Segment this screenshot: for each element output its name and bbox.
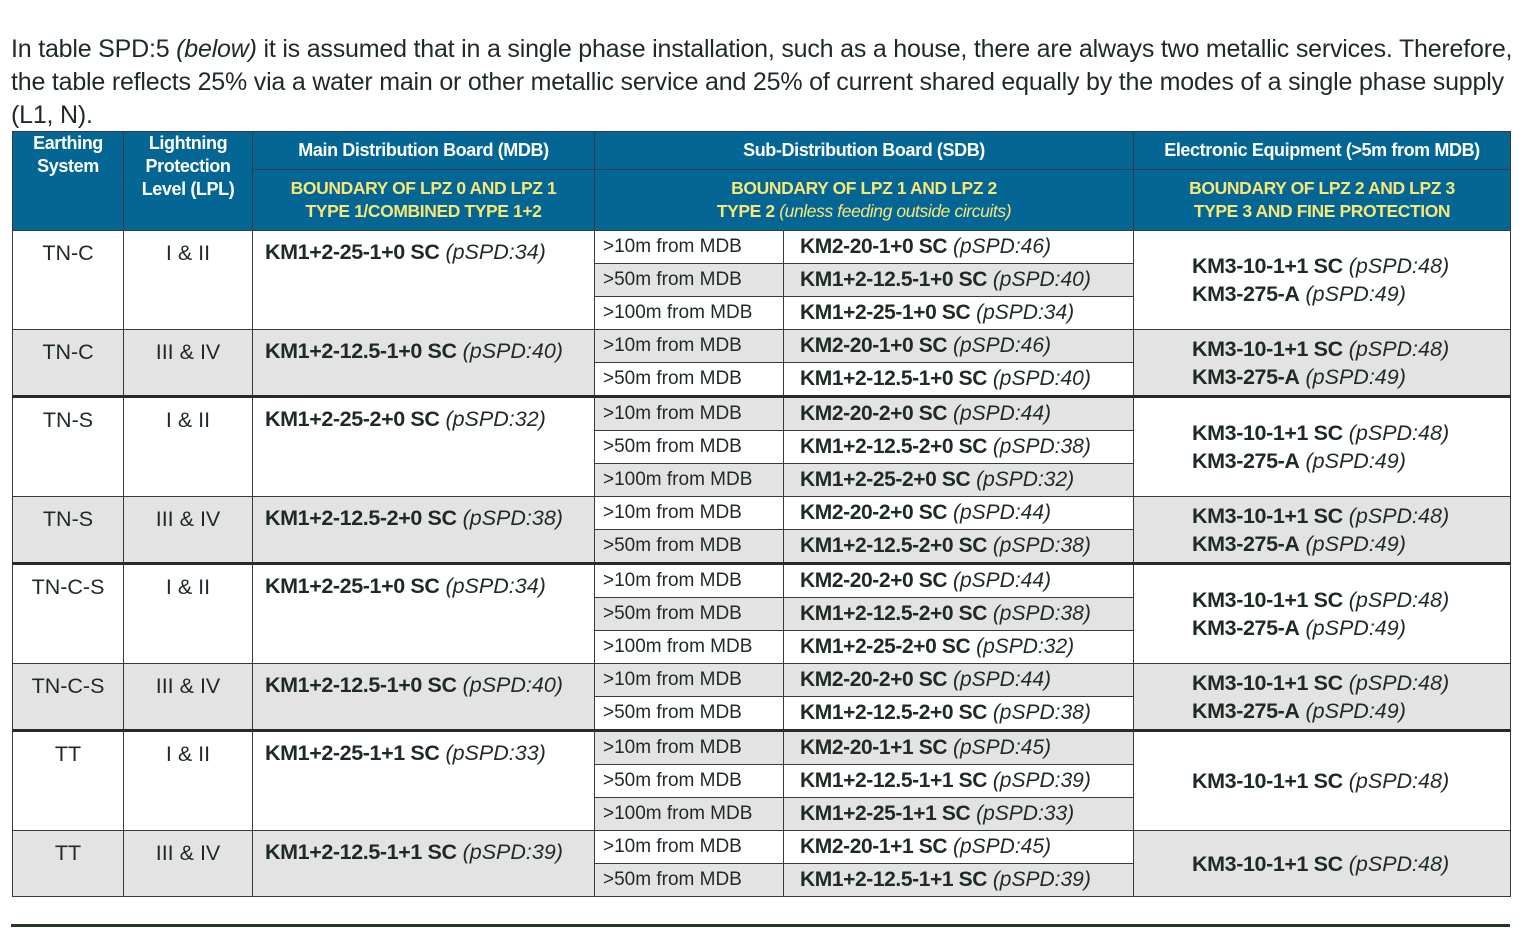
distance-cell: >50m from MDB (595, 363, 784, 397)
distance-cell: >10m from MDB (595, 664, 784, 697)
ee-cell (1134, 231, 1511, 330)
ee-cell (1134, 330, 1511, 397)
sdb-cell: KM1+2-12.5-1+1 SC (pSPD:39) (784, 765, 1134, 798)
sdb-cell: KM1+2-25-2+0 SC (pSPD:32) (784, 464, 1134, 497)
table-row (13, 664, 1511, 697)
subheader-mdb: BOUNDARY OF LPZ 0 AND LPZ 1 TYPE 1/COMBINED TYPE 1+2 (253, 170, 595, 231)
ee-product: KM3-275-A (pSPD:49) (1192, 449, 1406, 473)
distance-cell: >50m from MDB (595, 264, 784, 297)
ee-cell (1134, 731, 1511, 831)
ee-product: KM3-10-1+1 SC (pSPD:48) (1192, 588, 1450, 612)
table-row (13, 497, 1511, 530)
table-row (13, 831, 1511, 864)
distance-cell: >10m from MDB (595, 397, 784, 431)
mdb-cell: KM1+2-12.5-1+0 SC (pSPD:40) (253, 664, 595, 731)
mdb-cell: KM1+2-25-2+0 SC (pSPD:32) (253, 397, 595, 497)
table-row (13, 231, 1511, 264)
ee-product: KM3-10-1+1 SC (pSPD:48) (1192, 336, 1450, 361)
ee-cell (1134, 831, 1511, 897)
lpl-cell: I & II (124, 397, 253, 497)
lpl-cell: I & II (124, 564, 253, 664)
distance-cell: >10m from MDB (595, 330, 784, 363)
lpl-cell: III & IV (124, 497, 253, 564)
subheader-sdb: BOUNDARY OF LPZ 1 AND LPZ 2 TYPE 2 (unless feeding outside circuits) (595, 170, 1134, 231)
distance-cell: >100m from MDB (595, 297, 784, 330)
sdb-cell: KM2-20-2+0 SC (pSPD:44) (784, 564, 1134, 598)
distance-cell: >50m from MDB (595, 697, 784, 731)
sdb-cell: KM1+2-12.5-2+0 SC (pSPD:38) (784, 530, 1134, 564)
sdb-cell: KM1+2-12.5-1+1 SC (pSPD:39) (784, 864, 1134, 897)
header-lpl: Lightning Protection Level (LPL) (124, 132, 253, 231)
sdb-cell: KM2-20-2+0 SC (pSPD:44) (784, 497, 1134, 530)
intro-paragraph: In table SPD:5 (below) it is assumed that in a single phase installation, such as a house, there are always two metallic services. Therefore, the table reflects 25% via a water main or other metallic service and 25% of current shared equally by the modes of a single phase supply (L1, N). (11, 35, 1513, 129)
sdb-cell: KM1+2-12.5-2+0 SC (pSPD:38) (784, 431, 1134, 464)
distance-cell: >100m from MDB (595, 464, 784, 497)
sdb-cell: KM1+2-12.5-1+0 SC (pSPD:40) (784, 363, 1134, 397)
sdb-cell: KM2-20-2+0 SC (pSPD:44) (784, 397, 1134, 431)
sdb-cell: KM1+2-25-1+1 SC (pSPD:33) (784, 798, 1134, 831)
intro-italic: (below) (176, 35, 257, 63)
ee-product: KM3-10-1+1 SC (pSPD:48) (1192, 254, 1450, 278)
sdb-cell: KM2-20-1+0 SC (pSPD:46) (784, 231, 1134, 264)
lpl-cell: I & II (124, 231, 253, 330)
ee-product: KM3-10-1+1 SC (pSPD:48) (1192, 421, 1450, 445)
table-row (13, 330, 1511, 363)
ee-product: KM3-275-A (pSPD:49) (1192, 364, 1406, 389)
ee-product: KM3-275-A (pSPD:49) (1192, 698, 1406, 723)
ee-cell (1134, 497, 1511, 564)
distance-cell: >10m from MDB (595, 731, 784, 765)
sdb-cell: KM1+2-12.5-1+0 SC (pSPD:40) (784, 264, 1134, 297)
sdb-cell: KM1+2-12.5-2+0 SC (pSPD:38) (784, 598, 1134, 631)
table-row (13, 731, 1511, 765)
header-ee: Electronic Equipment (>5m from MDB) (1134, 132, 1511, 170)
ee-product: KM3-275-A (pSPD:49) (1192, 616, 1406, 640)
distance-cell: >100m from MDB (595, 798, 784, 831)
earthing-system-cell: TN-C-S (13, 664, 124, 731)
lpl-cell: III & IV (124, 330, 253, 397)
mdb-cell: KM1+2-12.5-1+0 SC (pSPD:40) (253, 330, 595, 397)
earthing-system-cell: TN-C-S (13, 564, 124, 664)
lpl-cell: III & IV (124, 664, 253, 731)
sdb-cell: KM1+2-12.5-2+0 SC (pSPD:38) (784, 697, 1134, 731)
ee-product: KM3-10-1+1 SC (pSPD:48) (1192, 503, 1450, 528)
sdb-cell: KM1+2-25-2+0 SC (pSPD:32) (784, 631, 1134, 664)
header-mdb: Main Distribution Board (MDB) (253, 132, 595, 170)
ee-product: KM3-275-A (pSPD:49) (1192, 282, 1406, 306)
earthing-system-cell: TN-S (13, 497, 124, 564)
distance-cell: >50m from MDB (595, 530, 784, 564)
distance-cell: >10m from MDB (595, 831, 784, 864)
sdb-cell: KM2-20-1+0 SC (pSPD:46) (784, 330, 1134, 363)
lpl-cell: III & IV (124, 831, 253, 897)
earthing-system-cell: TT (13, 831, 124, 897)
distance-cell: >10m from MDB (595, 564, 784, 598)
sdb-cell: KM1+2-25-1+0 SC (pSPD:34) (784, 297, 1134, 330)
ee-product: KM3-10-1+1 SC (pSPD:48) (1192, 851, 1450, 876)
sdb-cell: KM2-20-2+0 SC (pSPD:44) (784, 664, 1134, 697)
table-body (13, 231, 1511, 897)
ee-cell (1134, 664, 1511, 731)
bottom-divider (11, 924, 1510, 927)
earthing-system-cell: TT (13, 731, 124, 831)
mdb-cell: KM1+2-25-1+0 SC (pSPD:34) (253, 564, 595, 664)
header-sdb: Sub-Distribution Board (SDB) (595, 132, 1134, 170)
mdb-cell: KM1+2-25-1+1 SC (pSPD:33) (253, 731, 595, 831)
lpl-cell: I & II (124, 731, 253, 831)
subheader-ee: BOUNDARY OF LPZ 2 AND LPZ 3 TYPE 3 AND FINE PROTECTION (1134, 170, 1511, 231)
distance-cell: >50m from MDB (595, 431, 784, 464)
distance-cell: >100m from MDB (595, 631, 784, 664)
header-earthing-system: Earthing System (13, 132, 124, 231)
table-row (13, 564, 1511, 598)
table-row (13, 397, 1511, 431)
mdb-cell: KM1+2-12.5-1+1 SC (pSPD:39) (253, 831, 595, 897)
distance-cell: >10m from MDB (595, 497, 784, 530)
mdb-cell: KM1+2-25-1+0 SC (pSPD:34) (253, 231, 595, 330)
sdb-cell: KM2-20-1+1 SC (pSPD:45) (784, 831, 1134, 864)
distance-cell: >50m from MDB (595, 765, 784, 798)
mdb-cell: KM1+2-12.5-2+0 SC (pSPD:38) (253, 497, 595, 564)
earthing-system-cell: TN-C (13, 330, 124, 397)
ee-cell (1134, 397, 1511, 497)
ee-product: KM3-10-1+1 SC (pSPD:48) (1192, 769, 1450, 793)
ee-cell (1134, 564, 1511, 664)
distance-cell: >10m from MDB (595, 231, 784, 264)
sdb-cell: KM2-20-1+1 SC (pSPD:45) (784, 731, 1134, 765)
spd-selection-table (12, 131, 1511, 897)
distance-cell: >50m from MDB (595, 864, 784, 897)
earthing-system-cell: TN-C (13, 231, 124, 330)
ee-product: KM3-10-1+1 SC (pSPD:48) (1192, 670, 1450, 695)
ee-product: KM3-275-A (pSPD:49) (1192, 531, 1406, 556)
distance-cell: >50m from MDB (595, 598, 784, 631)
earthing-system-cell: TN-S (13, 397, 124, 497)
